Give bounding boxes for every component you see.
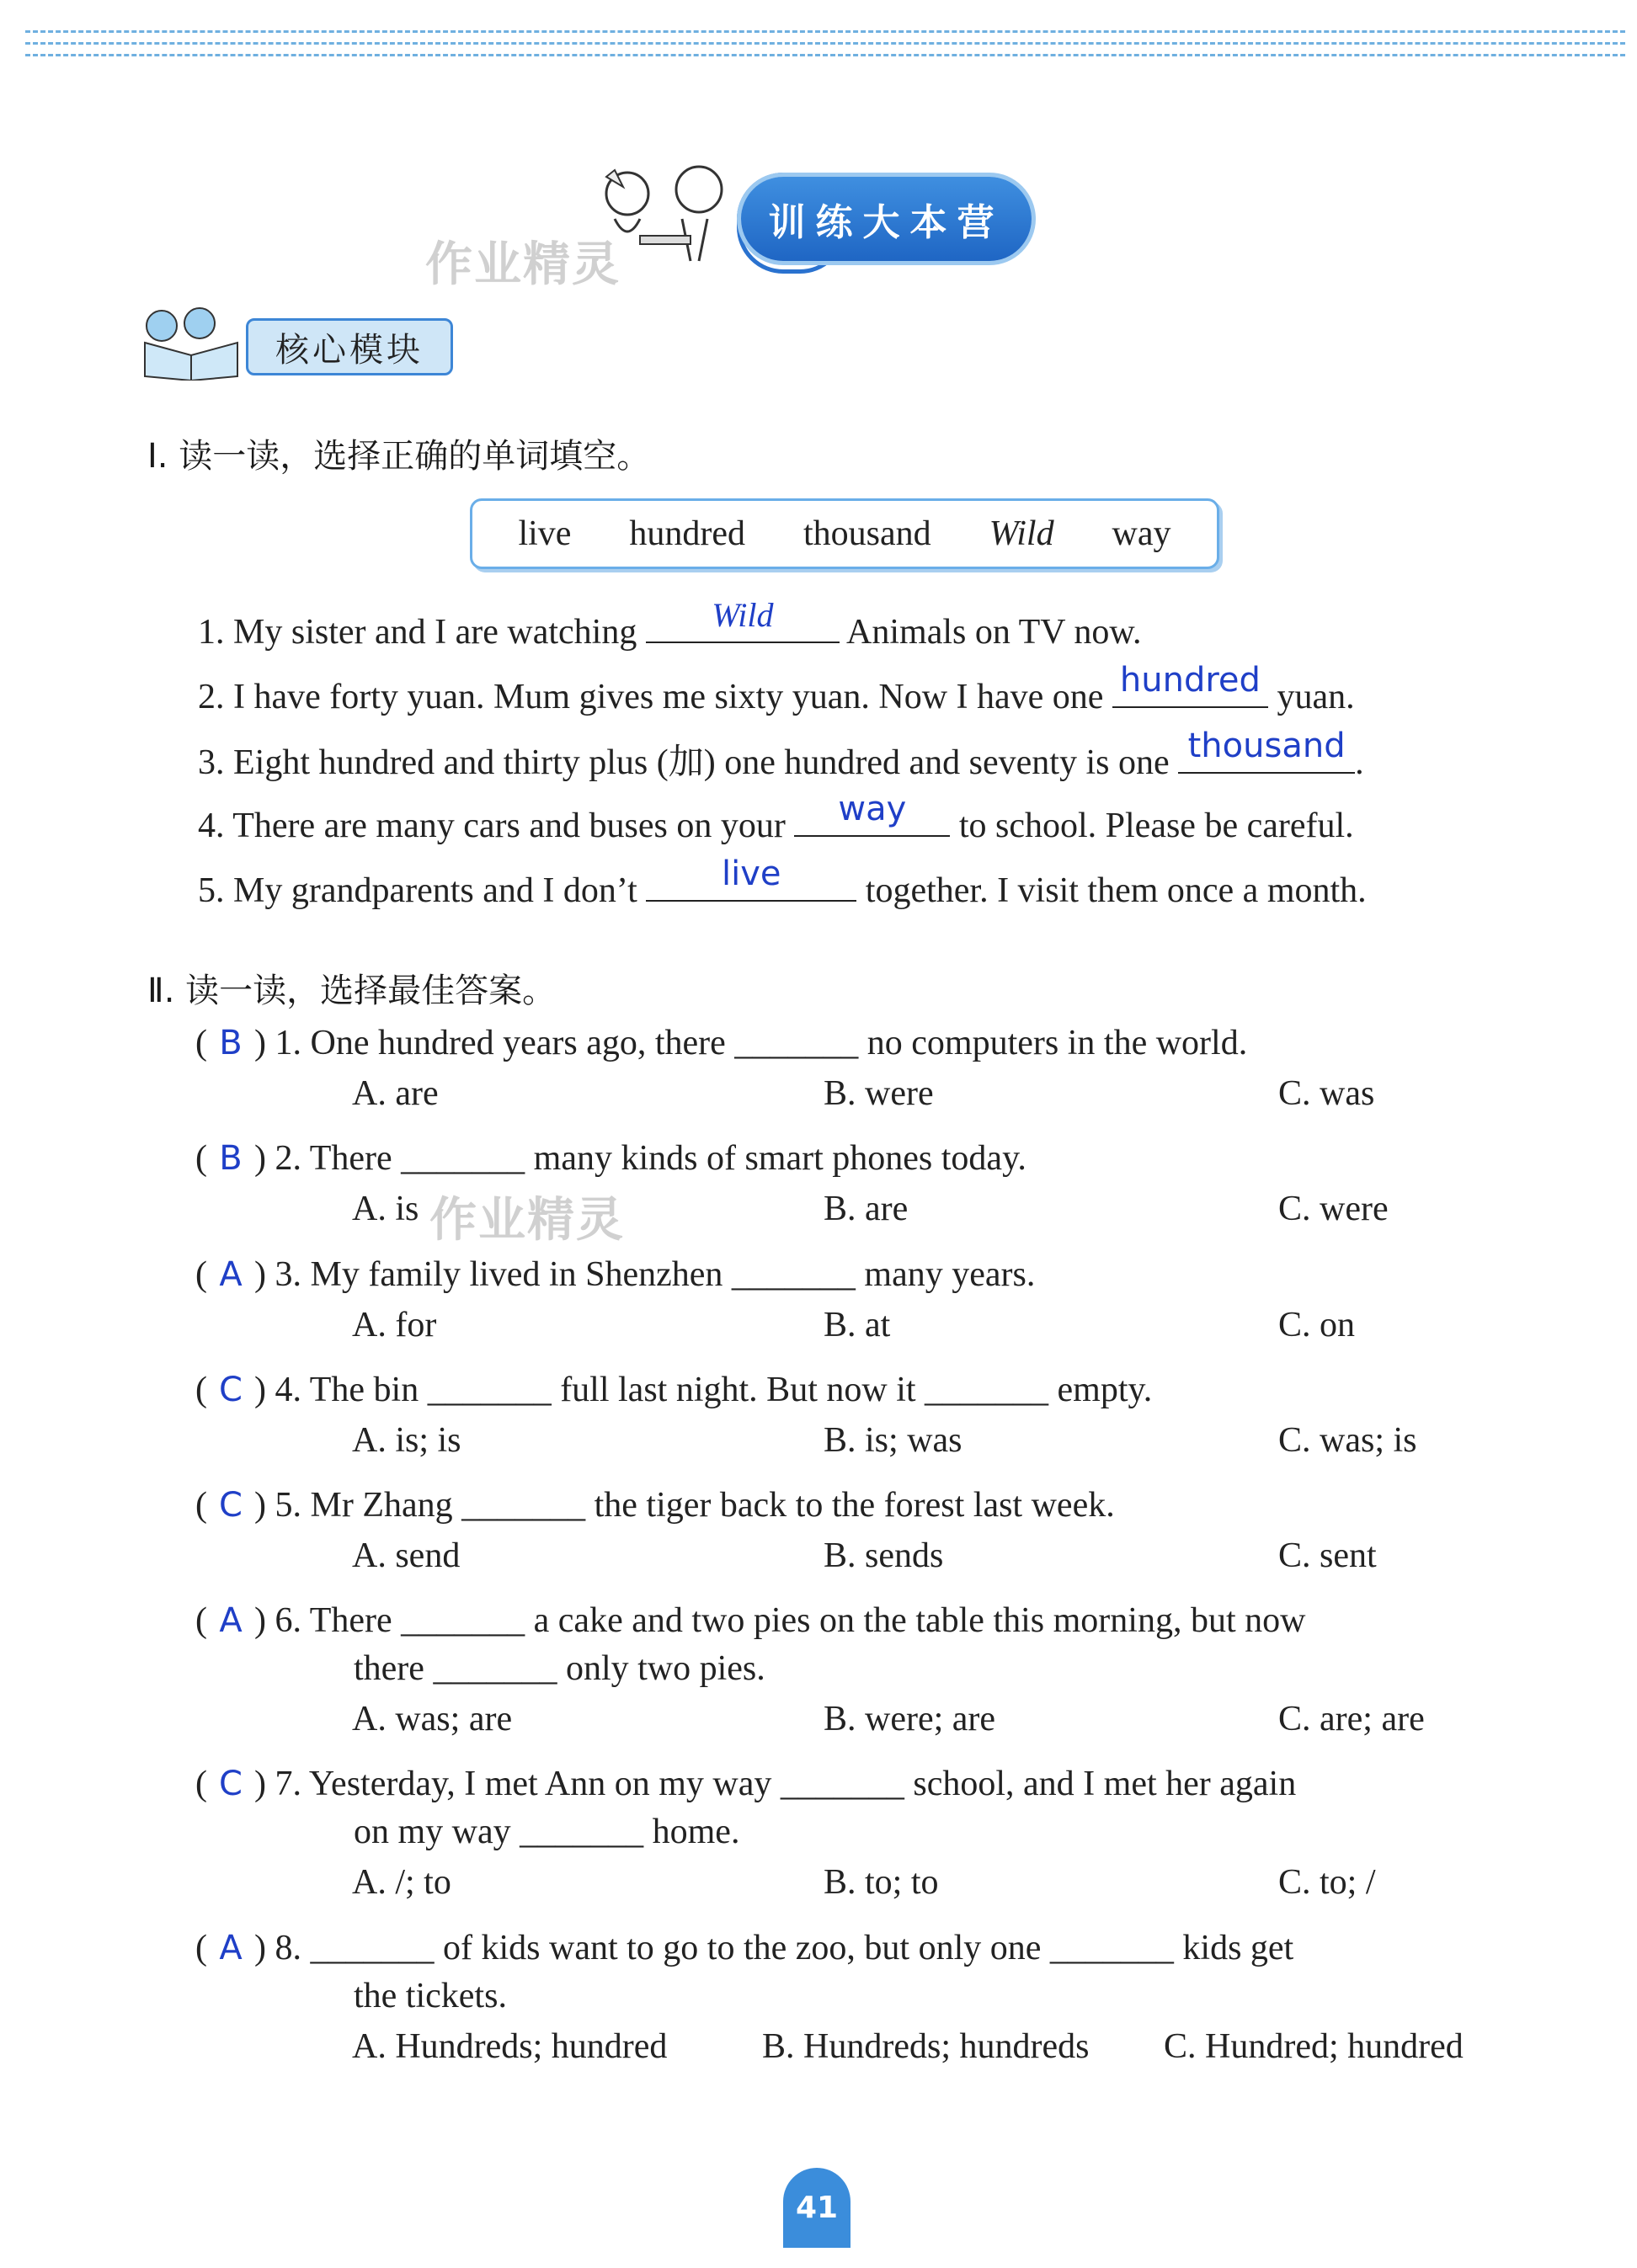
option-b[interactable]: B. to; to <box>824 1863 939 1902</box>
question-5: ( C ) 5. Mr Zhang _______ the tiger back to the forest last week. <box>195 1486 1115 1525</box>
option-a[interactable]: A. is <box>352 1190 419 1228</box>
question-8: ( A ) 8. _______ of kids want to go to the zoo, but only one _______ kids get <box>195 1929 1294 1967</box>
handwritten-answer: thousand <box>1187 727 1346 765</box>
question-text: ) 2. There _______ many kinds of smart phones today. <box>254 1139 1026 1178</box>
option-b[interactable]: B. Hundreds; hundreds <box>762 2027 1090 2066</box>
question-text: ) 6. There _______ a cake and two pies on the table this morning, but now <box>254 1601 1306 1640</box>
fill-item-text: Animals on TV now. <box>846 613 1142 652</box>
option-c[interactable]: C. sent <box>1278 1536 1377 1575</box>
word-bank-item: Wild <box>989 514 1054 553</box>
fill-item-1 <box>198 596 1142 652</box>
top-dashed-border-3 <box>25 54 1625 56</box>
option-b[interactable]: B. is; was <box>824 1421 962 1460</box>
answer-letter[interactable]: C <box>219 1371 243 1409</box>
question-6-continued: there _______ only two pies. <box>354 1649 765 1688</box>
word-bank-item: live <box>518 514 572 553</box>
question-6: ( A ) 6. There _______ a cake and two pies on the table this morning, but now <box>195 1601 1306 1640</box>
question-text: ) 5. Mr Zhang _______ the tiger back to the forest last week. <box>254 1486 1115 1525</box>
word-bank-item: hundred <box>629 514 746 553</box>
answer-letter[interactable]: A <box>219 1255 243 1294</box>
answer-letter[interactable]: A <box>219 1929 243 1967</box>
question-7-continued: on my way _______ home. <box>354 1813 740 1851</box>
fill-item-4 <box>198 790 1354 846</box>
page-number: 41 <box>783 2168 850 2248</box>
fill-item-2 <box>198 661 1355 717</box>
option-a[interactable]: A. for <box>352 1306 437 1344</box>
answer-letter[interactable]: B <box>219 1024 243 1062</box>
option-c[interactable]: C. was; is <box>1278 1421 1417 1460</box>
option-a[interactable]: A. are <box>352 1074 439 1113</box>
word-bank-item: thousand <box>803 514 931 553</box>
handwritten-answer: live <box>722 854 781 893</box>
module-label: 核心模块 <box>246 318 453 375</box>
option-a[interactable]: A. was; are <box>352 1700 513 1738</box>
option-c[interactable]: C. was <box>1278 1074 1375 1113</box>
fill-item-text: together. I visit them once a month. <box>865 871 1367 910</box>
fill-item-text: 3. Eight hundred and thirty plus (加) one hundred and seventy is one <box>198 743 1170 782</box>
question-text: ) 8. _______ of kids want to go to the zoo, but only one _______ kids get <box>254 1929 1294 1967</box>
option-b[interactable]: B. sends <box>824 1536 944 1575</box>
fill-item-5 <box>198 854 1367 911</box>
watermark-top: 作业精灵 <box>425 237 621 292</box>
option-c[interactable]: C. were <box>1278 1190 1389 1228</box>
option-a[interactable]: A. /; to <box>352 1863 451 1902</box>
answer-blank[interactable] <box>646 854 856 902</box>
word-bank-item: way <box>1112 514 1171 553</box>
answer-letter[interactable]: C <box>219 1765 243 1803</box>
fill-item-text: . <box>1355 743 1364 782</box>
header-badge: 训练大本营 <box>741 177 1032 261</box>
option-a[interactable]: A. send <box>352 1536 461 1575</box>
fill-item-3 <box>198 727 1364 785</box>
fill-item-text: 2. I have forty yuan. Mum gives me sixty yuan. Now I have one <box>198 678 1104 716</box>
handwritten-answer: hundred <box>1119 661 1261 700</box>
fill-item-text: 4. There are many cars and buses on your <box>198 807 786 845</box>
question-4: ( C ) 4. The bin _______ full last night. But now it _______ empty. <box>195 1371 1153 1409</box>
answer-letter[interactable]: C <box>219 1486 243 1525</box>
section-2-title: Ⅱ. 读一读，选择最佳答案。 <box>147 972 557 1010</box>
option-a[interactable]: A. is; is <box>352 1421 461 1460</box>
handwritten-answer: way <box>838 790 907 828</box>
fill-item-text: yuan. <box>1277 678 1355 716</box>
fill-item-text: to school. Please be careful. <box>958 807 1354 845</box>
answer-letter[interactable]: B <box>219 1139 243 1178</box>
question-text: ) 4. The bin _______ full last night. But now it _______ empty. <box>254 1371 1153 1409</box>
answer-blank[interactable] <box>1178 727 1355 774</box>
top-dashed-border-2 <box>25 42 1625 45</box>
question-text: ) 1. One hundred years ago, there _______ no computers in the world. <box>254 1024 1248 1062</box>
watermark-middle: 作业精灵 <box>429 1193 625 1248</box>
book-icon <box>136 305 246 381</box>
question-3: ( A ) 3. My family lived in Shenzhen _______ many years. <box>195 1255 1036 1294</box>
section-1-title: Ⅰ. 读一读，选择正确的单词填空。 <box>147 437 651 476</box>
question-8-continued: the tickets. <box>354 1977 507 2015</box>
fill-item-text: 5. My grandparents and I don’t <box>198 871 637 910</box>
answer-letter[interactable]: A <box>219 1601 243 1640</box>
question-text: ) 3. My family lived in Shenzhen _______ many years. <box>254 1255 1036 1294</box>
option-b[interactable]: B. are <box>824 1190 909 1228</box>
fill-item-text: 1. My sister and I are watching <box>198 613 637 652</box>
option-c[interactable]: C. on <box>1278 1306 1356 1344</box>
option-b[interactable]: B. at <box>824 1306 891 1344</box>
answer-blank[interactable] <box>794 790 950 837</box>
option-c[interactable]: C. to; / <box>1278 1863 1376 1902</box>
option-b[interactable]: B. were <box>824 1074 934 1113</box>
option-a[interactable]: A. Hundreds; hundred <box>352 2027 668 2066</box>
option-c[interactable]: C. are; are <box>1278 1700 1425 1738</box>
question-1: ( B ) 1. One hundred years ago, there _______ no computers in the world. <box>195 1024 1248 1062</box>
top-dashed-border-1 <box>25 30 1625 33</box>
answer-blank[interactable] <box>646 596 840 643</box>
question-2: ( B ) 2. There _______ many kinds of smart phones today. <box>195 1139 1026 1178</box>
question-7: ( C ) 7. Yesterday, I met Ann on my way _______ school, and I met her again <box>195 1765 1297 1803</box>
answer-blank[interactable] <box>1112 661 1268 708</box>
handwritten-answer: Wild <box>712 596 774 634</box>
word-bank <box>470 498 1219 569</box>
option-b[interactable]: B. were; are <box>824 1700 996 1738</box>
option-c[interactable]: C. Hundred; hundred <box>1164 2027 1464 2066</box>
question-text: ) 7. Yesterday, I met Ann on my way _______ school, and I met her again <box>254 1765 1297 1803</box>
